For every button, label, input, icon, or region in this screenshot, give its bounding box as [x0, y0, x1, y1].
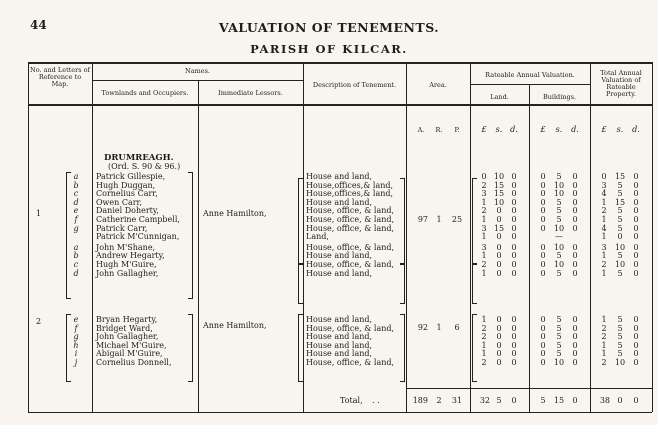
row-g2-4-letter: i [74, 349, 78, 359]
row-g1-2-total-l: 4 [601, 189, 607, 199]
group-1-number: 1 [36, 209, 42, 218]
header-rateable: Rateable Annual Valuation. [485, 71, 575, 79]
row-g1-7-land-d: 0 [511, 232, 517, 242]
row-g1-10-land-s: 0 [496, 260, 502, 269]
row-g1-6-land-l: 3 [481, 223, 487, 233]
row-g1-8-bldg-s: 10 [553, 242, 565, 252]
row-g2-3-occupier: Michael M'Guire, [96, 340, 167, 350]
group-2-area-a: 92 [417, 323, 428, 332]
row-g1-5-letter: f [74, 215, 78, 224]
row-g2-4-land-s: 0 [496, 349, 502, 359]
row-g1-7-bldg-s: — [555, 232, 563, 242]
row-g1-6-description: House, office, & land, [306, 223, 395, 233]
totals-total-l: 38 [599, 396, 610, 405]
row-g1-0-bldg-d: 0 [572, 172, 578, 181]
row-g2-0-total-s: 5 [617, 315, 623, 324]
row-g2-1-description: House, office, & land, [306, 323, 395, 333]
row-g1-0-bldg-s: 5 [556, 172, 562, 181]
row-g2-3-land-s: 0 [496, 340, 502, 350]
row-g1-1-occupier: Hugh Duggan, [96, 180, 156, 190]
row-g1-5-land-d: 0 [511, 215, 517, 224]
row-g1-1-total-d: 0 [633, 180, 639, 190]
brace-desc-open-1b [298, 264, 303, 304]
row-g2-0-total-l: 1 [601, 315, 607, 324]
row-g1-1-letter: b [73, 180, 79, 190]
row-g2-4-description: House and land, [306, 349, 373, 359]
row-g1-5-bldg-l: 0 [540, 215, 546, 224]
row-g1-9-total-l: 1 [601, 251, 607, 261]
row-g1-9-occupier: Andrew Hegarty, [96, 251, 165, 261]
row-g2-3-bldg-s: 5 [556, 340, 562, 350]
row-g1-6-bldg-d: 0 [572, 223, 578, 233]
row-g1-7-description: Land, [306, 232, 329, 242]
row-g1-2-land-l: 3 [481, 189, 487, 199]
row-g2-0-letter: e [73, 315, 79, 324]
group-1-area-r: 1 [436, 215, 442, 224]
row-g1-10-total-l: 2 [601, 260, 607, 269]
row-g1-6-total-s: 5 [617, 223, 623, 233]
brace-desc-open-1 [298, 178, 303, 264]
header-ref: No. and Letters of Reference to Map. [30, 66, 90, 88]
row-g1-2-description: House,offices,& land, [306, 189, 394, 199]
row-g2-1-total-s: 5 [617, 323, 623, 333]
page-subtitle: PARISH OF KILCAR. [250, 42, 408, 56]
row-g1-0-occupier: Patrick Gillespie, [96, 172, 166, 181]
row-g1-4-bldg-s: 5 [556, 206, 562, 216]
row-g1-8-land-d: 0 [511, 242, 517, 252]
townland-name: DRUMREAGH. [104, 153, 174, 163]
row-g1-5-description: House, office, & land, [306, 215, 395, 224]
row-g1-7-occupier: Patrick M'Cunnigan, [96, 232, 180, 242]
header-lessors: Immediate Lessors. [218, 89, 283, 97]
unit-land-l: £ [481, 125, 487, 134]
row-g2-3-description: House and land, [306, 340, 373, 350]
row-g2-0-occupier: Bryan Hegarty, [96, 315, 158, 324]
row-g2-2-land-s: 0 [496, 332, 502, 342]
row-g1-4-bldg-d: 0 [572, 206, 578, 216]
page-title: VALUATION OF TENEMENTS. [218, 20, 440, 35]
row-g1-1-land-d: 0 [511, 180, 517, 190]
row-g1-4-letter: e [73, 206, 79, 216]
row-g1-11-total-l: 1 [601, 268, 607, 278]
row-g1-8-total-s: 10 [614, 242, 626, 252]
row-g1-11-land-s: 0 [496, 268, 502, 278]
row-g1-8-bldg-l: 0 [540, 242, 546, 252]
row-g1-5-bldg-s: 5 [556, 215, 562, 224]
row-g1-9-letter: b [73, 251, 79, 261]
row-g2-0-land-d: 0 [511, 315, 517, 324]
unit-land-d: d. [510, 125, 518, 134]
row-g2-3-total-l: 1 [601, 340, 607, 350]
col-rule-5 [406, 62, 407, 412]
row-g1-11-description: House and land, [306, 268, 373, 278]
row-g2-1-total-l: 2 [601, 323, 607, 333]
row-g2-2-total-l: 2 [601, 332, 607, 342]
row-g1-10-total-s: 10 [614, 260, 626, 269]
group-1-area-p: 25 [451, 215, 463, 224]
row-g1-6-occupier: Patrick Carr, [96, 223, 148, 233]
row-g2-5-description: House, office, & land, [306, 358, 395, 367]
group-2-area-r: 1 [436, 323, 442, 332]
unit-area-p: P. [454, 126, 460, 134]
row-g1-10-land-l: 2 [481, 260, 487, 269]
row-g1-8-occupier: John M'Shane, [96, 242, 156, 252]
row-g2-2-letter: g [73, 332, 79, 342]
row-g1-11-bldg-s: 5 [556, 268, 562, 278]
row-g2-2-land-l: 2 [481, 332, 487, 342]
row-g1-3-land-s: 10 [493, 197, 505, 207]
totals-label: Total, [340, 396, 363, 405]
row-g1-6-land-s: 15 [493, 223, 505, 233]
row-g2-0-land-s: 0 [496, 315, 502, 324]
row-g1-3-bldg-l: 0 [540, 197, 546, 207]
row-g2-5-land-s: 0 [496, 358, 502, 367]
row-g1-5-bldg-d: 0 [572, 215, 578, 224]
row-g1-11-total-d: 0 [633, 268, 639, 278]
col-rule-2 [92, 62, 93, 412]
row-g1-2-bldg-s: 10 [553, 189, 565, 199]
header-land: Land. [490, 93, 509, 101]
row-g1-3-total-s: 15 [614, 197, 626, 207]
row-g1-11-occupier: John Gallagher, [96, 268, 159, 278]
row-g2-4-total-s: 5 [617, 349, 623, 359]
totals-area-p: 31 [451, 396, 463, 405]
row-g2-3-land-l: 1 [481, 340, 487, 350]
row-g2-5-bldg-l: 0 [540, 358, 546, 367]
row-g1-4-land-s: 0 [496, 206, 502, 216]
row-g1-10-bldg-d: 0 [572, 260, 578, 269]
col-rule-6 [470, 62, 471, 412]
row-g1-2-letter: c [73, 189, 79, 199]
row-g2-1-occupier: Bridget Ward, [96, 323, 153, 333]
row-g2-2-total-s: 5 [617, 332, 623, 342]
unit-total-s: s. [616, 125, 624, 134]
row-g1-4-total-l: 2 [601, 206, 607, 216]
row-g2-0-bldg-l: 0 [540, 315, 546, 324]
row-g1-10-bldg-s: 10 [553, 260, 565, 269]
row-g2-3-total-d: 0 [633, 340, 639, 350]
unit-total-l: £ [601, 125, 607, 134]
brace-desc-close-1b [400, 264, 405, 304]
row-g1-6-letter: g [73, 223, 79, 233]
row-g1-10-description: House, office, & land, [306, 260, 395, 269]
row-g1-3-land-d: 0 [511, 197, 517, 207]
table-bottom-rule [28, 412, 652, 413]
header-buildings: Buildings. [542, 93, 577, 101]
row-g1-6-land-d: 0 [511, 223, 517, 233]
row-g1-5-land-s: 0 [496, 215, 502, 224]
row-g1-11-bldg-l: 0 [540, 268, 546, 278]
col-rule-8 [590, 62, 591, 412]
row-g1-4-occupier: Daniel Doherty, [96, 206, 159, 216]
row-g1-2-occupier: Cornelius Carr, [96, 189, 158, 199]
row-g1-7-total-s: 0 [617, 232, 623, 242]
row-g1-7-land-l: 1 [481, 232, 487, 242]
row-g1-4-total-s: 5 [617, 206, 623, 216]
brace-occupiers-2 [188, 314, 193, 382]
brace-desc-close-2 [400, 314, 405, 382]
unit-area-r: R. [435, 126, 443, 134]
row-g1-9-description: House and land, [306, 251, 373, 261]
row-g1-1-total-l: 3 [601, 180, 607, 190]
row-g1-1-total-s: 5 [617, 180, 623, 190]
unit-bldg-l: £ [540, 125, 546, 134]
row-g2-2-occupier: John Gallagher, [96, 332, 159, 342]
row-g1-3-total-d: 0 [633, 197, 639, 207]
row-g1-11-land-d: 0 [511, 268, 517, 278]
row-g1-9-bldg-d: 0 [572, 251, 578, 261]
brace-land-1 [472, 178, 477, 264]
row-g1-9-land-d: 0 [511, 251, 517, 261]
row-g1-5-total-l: 1 [601, 215, 607, 224]
row-g2-2-bldg-d: 0 [572, 332, 578, 342]
row-g1-6-total-l: 4 [601, 223, 607, 233]
row-g1-8-bldg-d: 0 [572, 242, 578, 252]
row-g1-5-occupier: Catherine Campbell, [96, 215, 180, 224]
row-g1-1-bldg-l: 0 [540, 180, 546, 190]
totals-land-d: 0 [511, 396, 517, 405]
row-g1-1-land-l: 2 [481, 180, 487, 190]
totals-total-d: 0 [633, 396, 639, 405]
row-g2-4-occupier: Abigail M'Guire, [96, 349, 163, 359]
header-townlands: Townlands and Occupiers. [101, 89, 189, 97]
row-g1-11-letter: d [73, 268, 79, 278]
row-g1-9-bldg-l: 0 [540, 251, 546, 261]
row-g2-1-land-l: 2 [481, 323, 487, 333]
brace-land-2 [472, 314, 477, 382]
row-g1-10-letter: c [73, 260, 79, 269]
row-g2-3-total-s: 5 [617, 340, 623, 350]
row-g1-4-land-l: 2 [481, 206, 487, 216]
totals-bldg-d: 0 [572, 396, 578, 405]
totals-bldg-s: 15 [553, 396, 565, 405]
row-g2-2-bldg-s: 5 [556, 332, 562, 342]
row-g1-1-bldg-d: 0 [572, 180, 578, 190]
row-g2-2-bldg-l: 0 [540, 332, 546, 342]
row-g1-10-bldg-l: 0 [540, 260, 546, 269]
unit-area-a: A. [417, 126, 425, 134]
group-1-area-a: 97 [417, 215, 428, 224]
row-g1-9-bldg-s: 5 [556, 251, 562, 261]
totals-area-r: 2 [436, 396, 442, 405]
col-rule-3 [198, 80, 199, 412]
row-g2-4-land-d: 0 [511, 349, 517, 359]
row-g1-8-total-d: 0 [633, 242, 639, 252]
row-g2-3-letter: h [73, 340, 79, 350]
row-g2-1-bldg-d: 0 [572, 323, 578, 333]
row-g2-4-land-l: 1 [481, 349, 487, 359]
row-g2-5-total-l: 2 [601, 358, 607, 367]
row-g1-1-description: House,offices,& land, [306, 180, 394, 190]
table-top-rule [28, 62, 652, 64]
row-g1-0-land-l: 0 [481, 172, 487, 181]
totals-bldg-l: 5 [540, 396, 546, 405]
row-g2-0-land-l: 1 [481, 315, 487, 324]
header-names: Names. [185, 67, 210, 75]
row-g2-5-bldg-d: 0 [572, 358, 578, 367]
totals-area-a: 189 [412, 396, 428, 405]
row-g1-2-bldg-l: 0 [540, 189, 546, 199]
row-g2-2-description: House and land, [306, 332, 373, 342]
unit-total-d: d. [632, 125, 640, 134]
brace-land-1b [472, 264, 477, 304]
row-g1-3-occupier: Owen Carr, [96, 197, 143, 207]
row-g1-7-total-l: 1 [601, 232, 607, 242]
row-g2-1-total-d: 0 [633, 323, 639, 333]
row-g2-0-total-d: 0 [633, 315, 639, 324]
totals-land-s: 5 [496, 396, 502, 405]
row-g2-5-land-l: 2 [481, 358, 487, 367]
unit-bldg-s: s. [555, 125, 563, 134]
row-g1-0-bldg-l: 0 [540, 172, 546, 181]
row-g1-2-total-d: 0 [633, 189, 639, 199]
unit-bldg-d: d. [571, 125, 579, 134]
row-g1-10-land-d: 0 [511, 260, 517, 269]
row-g1-8-land-s: 0 [496, 242, 502, 252]
row-g2-5-total-d: 0 [633, 358, 639, 367]
row-g2-5-total-s: 10 [614, 358, 626, 367]
unit-land-s: s. [495, 125, 503, 134]
row-g1-11-land-l: 1 [481, 268, 487, 278]
row-g1-1-bldg-s: 10 [553, 180, 565, 190]
row-g1-2-land-s: 15 [493, 189, 505, 199]
col-rule-1 [28, 62, 29, 412]
row-g1-3-land-l: 1 [481, 197, 487, 207]
row-g2-0-description: House and land, [306, 315, 373, 324]
header-total: Total Annual Valuation of Rateable Property. [600, 69, 642, 98]
row-g1-3-letter: d [73, 197, 79, 207]
totals-land-l: 32 [479, 396, 490, 405]
row-g2-1-bldg-s: 5 [556, 323, 562, 333]
subheader-rule-valuation [470, 84, 590, 85]
row-g1-4-total-d: 0 [633, 206, 639, 216]
row-g1-9-total-d: 0 [633, 251, 639, 261]
row-g1-7-total-d: 0 [633, 232, 639, 242]
row-g2-5-occupier: Cornelius Donnell, [96, 358, 172, 367]
row-g2-0-bldg-d: 0 [572, 315, 578, 324]
row-g2-5-bldg-s: 10 [553, 358, 565, 367]
col-rule-9 [652, 62, 653, 412]
row-g1-3-bldg-s: 5 [556, 197, 562, 207]
row-g1-8-description: House, office, & land, [306, 242, 395, 252]
row-g1-6-total-d: 0 [633, 223, 639, 233]
col-rule-4 [303, 62, 304, 412]
row-g1-0-letter: a [73, 172, 79, 181]
page-number: 44 [30, 18, 47, 32]
row-g2-2-total-d: 0 [633, 332, 639, 342]
row-g2-1-land-s: 0 [496, 323, 502, 333]
group-2-number: 2 [36, 317, 42, 326]
group-2-area-p: 6 [454, 323, 460, 332]
brace-desc-open-2 [298, 314, 303, 382]
row-g1-2-land-d: 0 [511, 189, 517, 199]
row-g1-4-bldg-l: 0 [540, 206, 546, 216]
row-g1-4-land-d: 0 [511, 206, 517, 216]
row-g2-0-bldg-s: 5 [556, 315, 562, 324]
row-g1-8-total-l: 3 [601, 242, 607, 252]
row-g2-3-bldg-l: 0 [540, 340, 546, 350]
row-g1-4-description: House, office, & land, [306, 206, 395, 216]
brace-occupiers-1 [188, 172, 193, 299]
group-2-lessor: Anne Hamilton, [203, 321, 267, 330]
header-area: Area. [429, 81, 447, 89]
totals-total-s: 0 [617, 396, 623, 405]
row-g1-3-total-l: 1 [601, 197, 607, 207]
townland-ord: (Ord. S. 90 & 96.) [108, 162, 181, 171]
row-g1-3-description: House and land, [306, 197, 373, 207]
row-g1-10-occupier: Hugh M'Guire, [96, 260, 157, 269]
header-description: Description of Tenement. [312, 81, 397, 89]
row-g1-9-land-s: 0 [496, 251, 502, 261]
row-g1-11-bldg-d: 0 [572, 268, 578, 278]
row-g1-2-bldg-d: 0 [572, 189, 578, 199]
row-g1-0-description: House and land, [306, 172, 373, 181]
row-g1-0-total-d: 0 [633, 172, 639, 181]
row-g1-0-total-l: 0 [601, 172, 607, 181]
row-g2-4-total-l: 1 [601, 349, 607, 359]
row-g1-6-bldg-l: 0 [540, 223, 546, 233]
row-g1-10-total-d: 0 [633, 260, 639, 269]
row-g1-1-land-s: 15 [493, 180, 505, 190]
row-g1-0-land-d: 0 [511, 172, 517, 181]
header-bottom-rule [28, 104, 652, 106]
row-g1-9-total-s: 5 [617, 251, 623, 261]
row-g1-9-land-l: 1 [481, 251, 487, 261]
row-g2-4-bldg-d: 0 [572, 349, 578, 359]
row-g1-5-total-s: 5 [617, 215, 623, 224]
row-g1-6-bldg-s: 10 [553, 223, 565, 233]
row-g1-8-letter: a [73, 242, 79, 252]
row-g2-2-land-d: 0 [511, 332, 517, 342]
row-g2-1-land-d: 0 [511, 323, 517, 333]
row-g2-1-bldg-l: 0 [540, 323, 546, 333]
col-rule-7 [529, 84, 530, 412]
row-g1-0-total-s: 15 [614, 172, 626, 181]
row-g1-0-land-s: 10 [493, 172, 505, 181]
row-g2-5-letter: j [74, 358, 78, 367]
row-g2-1-letter: f [74, 323, 78, 333]
row-g1-5-total-d: 0 [633, 215, 639, 224]
row-g1-5-land-l: 1 [481, 215, 487, 224]
row-g2-3-bldg-d: 0 [572, 340, 578, 350]
row-g1-7-land-s: 0 [496, 232, 502, 242]
row-g2-4-bldg-l: 0 [540, 349, 546, 359]
brace-desc-close-1 [400, 178, 405, 264]
row-g2-4-total-d: 0 [633, 349, 639, 359]
row-g1-11-total-s: 5 [617, 268, 623, 278]
group-1-lessor: Anne Hamilton, [203, 209, 267, 218]
row-g1-8-land-l: 3 [481, 242, 487, 252]
row-g2-4-bldg-s: 5 [556, 349, 562, 359]
row-g2-3-land-d: 0 [511, 340, 517, 350]
totals-dots: . . [372, 396, 380, 405]
row-g1-3-bldg-d: 0 [572, 197, 578, 207]
row-g2-5-land-d: 0 [511, 358, 517, 367]
row-g1-2-total-s: 5 [617, 189, 623, 199]
